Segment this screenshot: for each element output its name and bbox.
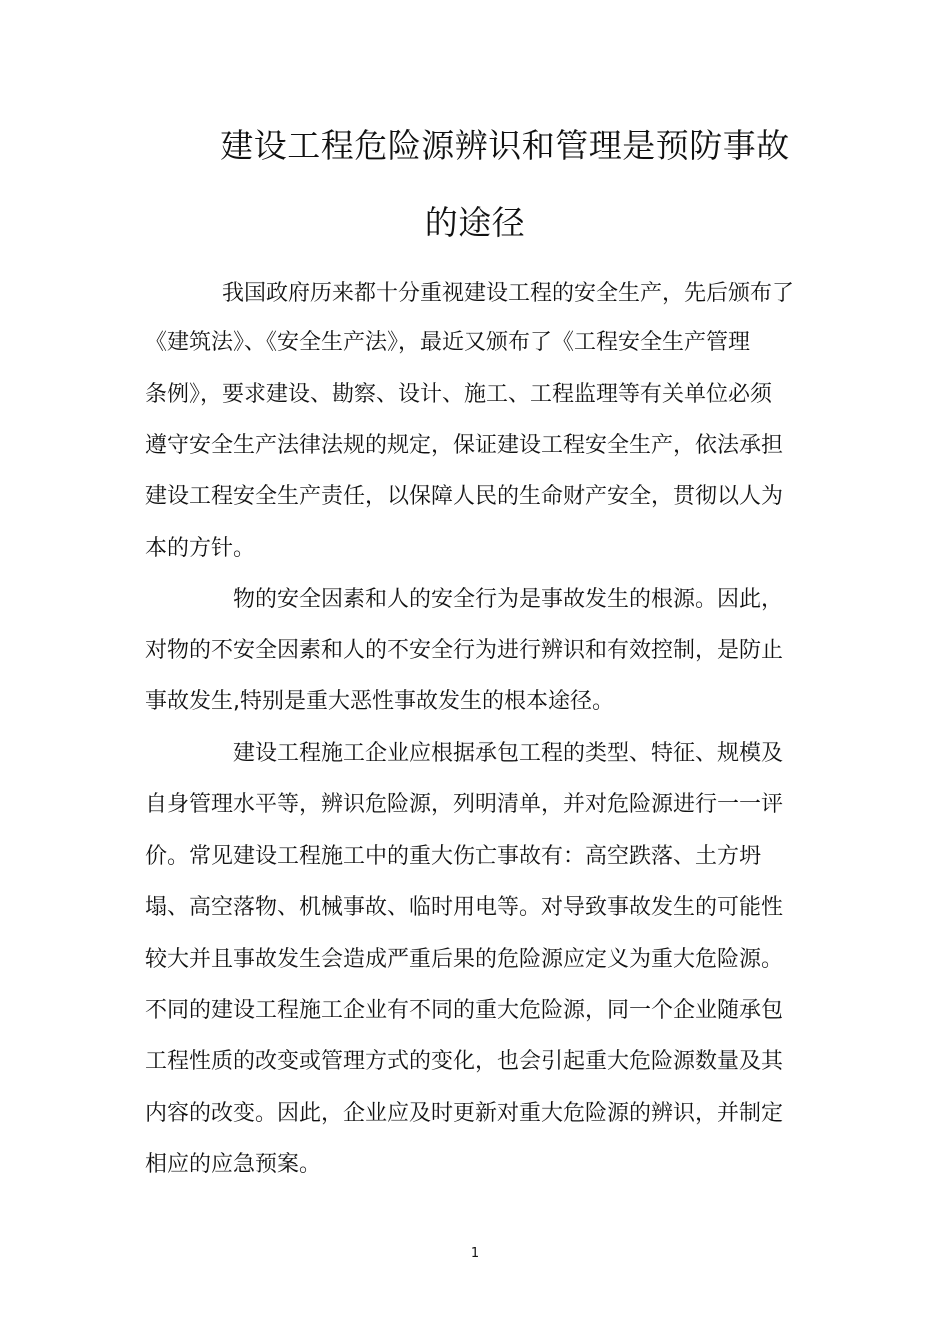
- paragraph-line: 条例》，要求建设、勘察、设计、施工、工程监理等有关单位必须: [145, 382, 773, 407]
- paragraph-line: 事故发生,特别是重大恶性事故发生的根本途径。: [145, 689, 614, 714]
- paragraph-line: 建设工程安全生产责任，以保障人民的生命财产安全，贯彻以人为: [145, 484, 784, 509]
- paragraph-line: 《建筑法》、《安全生产法》，最近又颁布了《工程安全生产管理: [145, 330, 751, 355]
- paragraph-line: 遵守安全生产法律法规的规定，保证建设工程安全生产，依法承担: [145, 433, 784, 458]
- paragraph-line: 本的方针。: [145, 536, 256, 561]
- document-title-line-2: 的途径: [424, 203, 526, 242]
- paragraph-line: 价。常见建设工程施工中的重大伤亡事故有：高空跌落、土方坍: [145, 844, 762, 869]
- paragraph-line: 较大并且事故发生会造成严重后果的危险源应定义为重大危险源。: [145, 947, 784, 972]
- paragraph-line: 建设工程施工企业应根据承包工程的类型、特征、规模及: [233, 741, 784, 766]
- paragraph-line: 塌、高空落物、机械事故、临时用电等。对导致事故发生的可能性: [145, 895, 784, 920]
- paragraph-line: 内容的改变。因此，企业应及时更新对重大危险源的辨识，并制定: [145, 1101, 784, 1126]
- page-number: 1: [470, 1246, 480, 1261]
- paragraph-line: 物的安全因素和人的安全行为是事故发生的根源。因此，: [233, 587, 784, 612]
- paragraph-line: 不同的建设工程施工企业有不同的重大危险源，同一个企业随承包: [145, 998, 784, 1023]
- paragraph-line: 我国政府历来都十分重视建设工程的安全生产，先后颁布了: [222, 281, 795, 306]
- paragraph-line: 自身管理水平等，辨识危险源，列明清单，并对危险源进行一一评: [145, 792, 784, 817]
- document-title-line-1: 建设工程危险源辨识和管理是预防事故: [220, 126, 790, 165]
- paragraph-line: 工程性质的改变或管理方式的变化，也会引起重大危险源数量及其: [145, 1049, 784, 1074]
- paragraph-line: 对物的不安全因素和人的不安全行为进行辨识和有效控制，是防止: [145, 638, 784, 663]
- paragraph-line: 相应的应急预案。: [145, 1152, 322, 1177]
